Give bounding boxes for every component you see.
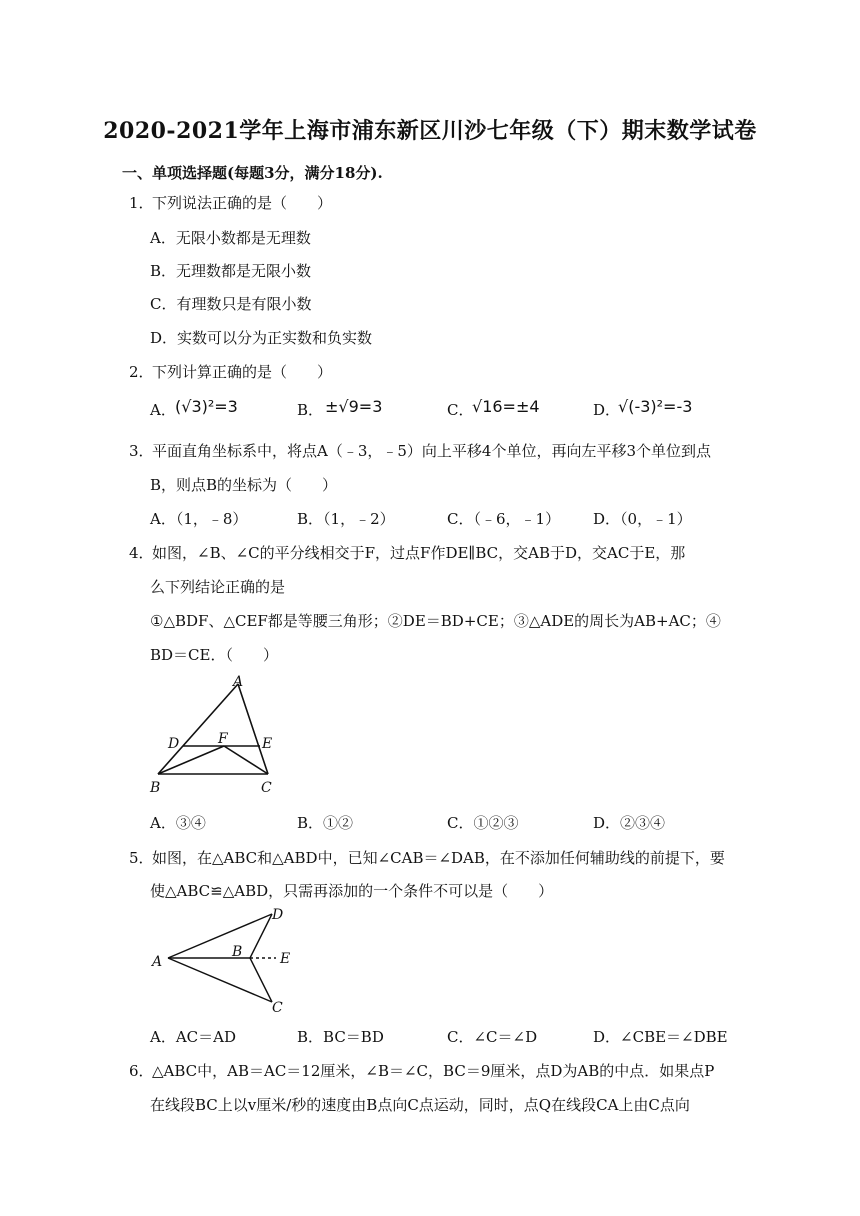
option-b: B．BC＝BD <box>297 1028 384 1046</box>
question-text-line4: BD＝CE．（ ） <box>150 646 278 664</box>
option-c-formula: √16=±4 <box>472 397 540 416</box>
label-a: A <box>152 954 163 970</box>
option-c: C．（﹣6，﹣1） <box>447 510 561 528</box>
question-number: 1． <box>129 194 154 212</box>
option-a-label: A． <box>150 401 176 419</box>
option-d: D．（0，﹣1） <box>593 510 692 528</box>
question-text-line1: 平面直角坐标系中，将点A（﹣3，﹣5）向上平移4个单位，再向左平移3个单位到点 <box>152 442 712 460</box>
option-b: B．①② <box>297 814 354 832</box>
option-d-formula: √(-3)²=-3 <box>618 397 693 416</box>
question-text-line1: 如图，在△ABC和△ABD中，已知∠CAB＝∠DAB，在不添加任何辅助线的前提下，要 <box>152 849 725 867</box>
label-e: E <box>280 951 291 967</box>
congruent-triangles-figure <box>146 902 306 1020</box>
question-text-line2: 使△ABC≌△ABD，只需再添加的一个条件不可以是（ ） <box>150 882 554 900</box>
question-text-line2: B，则点B的坐标为（ ） <box>150 476 338 494</box>
option-b: B．无理数都是无限小数 <box>150 262 312 280</box>
section-heading: 一、单项选择题(每题3分，满分18分). <box>122 164 383 182</box>
label-b: B <box>150 780 161 796</box>
option-a: A．无限小数都是无理数 <box>150 229 311 247</box>
question-number: 6． <box>129 1062 154 1080</box>
question-text-line3: ①△BDF、△CEF都是等腰三角形；②DE＝BD+CE；③△ADE的周长为AB+AC；④ <box>150 612 721 630</box>
option-b-formula: ±√9=3 <box>325 397 383 416</box>
question-text-line2: 么下列结论正确的是 <box>150 578 286 596</box>
option-d: D．②③④ <box>593 814 666 832</box>
triangle-figure <box>146 672 286 800</box>
question-number: 3． <box>129 442 154 460</box>
question-text-line1: 如图，∠B、∠C的平分线相交于F，过点F作DE∥BC，交AB于D，交AC于E，那 <box>152 544 686 562</box>
question-text: 下列说法正确的是（ ） <box>152 194 333 212</box>
page-title: 2020-2021学年上海市浦东新区川沙七年级（下）期末数学试卷 <box>103 118 757 144</box>
option-d: D．实数可以分为正实数和负实数 <box>150 329 373 347</box>
question-number: 5． <box>129 849 154 867</box>
option-a-formula: (√3)²=3 <box>175 397 238 416</box>
label-c: C <box>261 780 272 796</box>
option-b-label: B． <box>297 401 324 419</box>
label-c: C <box>272 1000 283 1016</box>
question-number: 4． <box>129 544 154 562</box>
option-a: A．AC＝AD <box>150 1028 237 1046</box>
option-a: A．（1，﹣8） <box>150 510 248 528</box>
label-d: D <box>272 907 284 923</box>
option-c: C．∠C＝∠D <box>447 1028 538 1046</box>
option-b: B．（1，﹣2） <box>297 510 395 528</box>
question-text-line1: △ABC中，AB＝AC＝12厘米，∠B＝∠C，BC＝9厘米，点D为AB的中点．如果点P <box>152 1062 715 1080</box>
option-d: D．∠CBE＝∠DBE <box>593 1028 728 1046</box>
option-a: A．③④ <box>150 814 206 832</box>
label-d: D <box>168 736 180 752</box>
question-text: 下列计算正确的是（ ） <box>152 363 333 381</box>
label-f: F <box>218 731 228 747</box>
option-c-label: C． <box>447 401 474 419</box>
question-number: 2． <box>129 363 154 381</box>
question-text-line2: 在线段BC上以v厘米/秒的速度由B点向C点运动，同时，点Q在线段CA上由C点向 <box>150 1096 690 1114</box>
option-c: C．有理数只是有限小数 <box>150 295 312 313</box>
label-a: A <box>233 674 244 690</box>
option-c: C．①②③ <box>447 814 519 832</box>
label-b: B <box>232 944 243 960</box>
label-e: E <box>262 736 273 752</box>
option-d-label: D． <box>593 401 621 419</box>
